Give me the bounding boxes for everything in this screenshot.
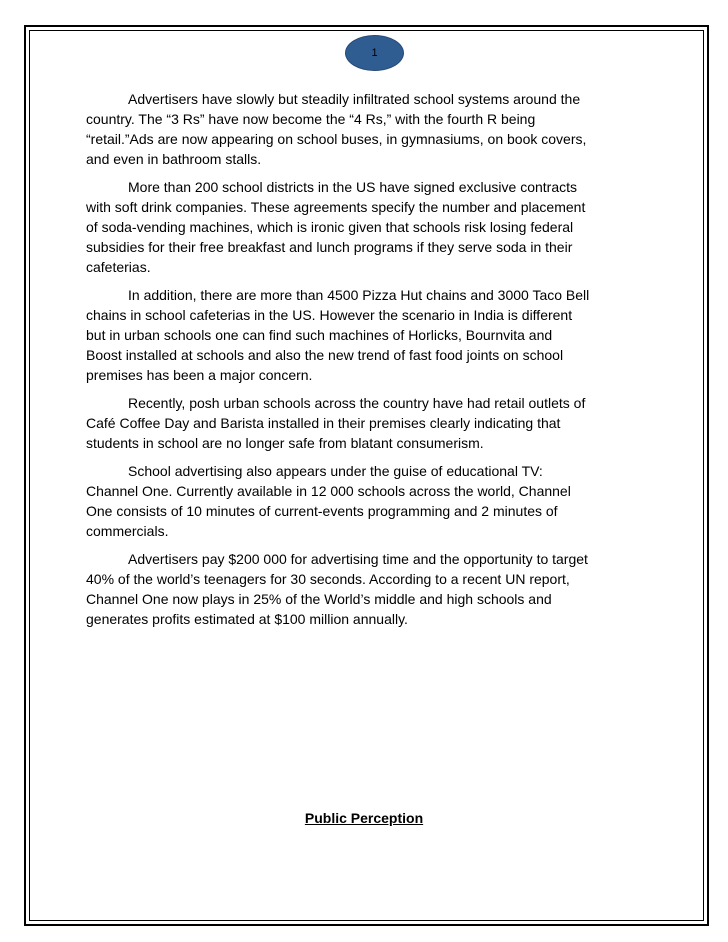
- body-text: [86, 89, 624, 637]
- paragraph-advertiser-costs: Advertisers pay $200 000 for advertising time and the opportunity to target 40% of the world’s teenagers for 30 seconds. According to a recent UN report, Channel One now plays in 25% of the World’s middle and high schools and generates profits estimated at $100 million annually.: [86, 551, 588, 627]
- page-number-badge: [345, 35, 404, 71]
- paragraph-retail-outlets: Recently, posh urban schools across the country have had retail outlets of Café Coffee Day and Barista installed in their premises clearly indicating that students in school are no longer safe from blatant consumerism.: [86, 395, 586, 451]
- paragraph-channel-one: School advertising also appears under the guise of educational TV: Channel One. Currently available in 12 000 schools across the world, Channel One consists of 10 minutes of current-events programming and 2 minutes of commercials.: [86, 463, 571, 539]
- paragraph-school-advertising: Advertisers have slowly but steadily infiltrated school systems around the country. The “3 Rs” have now become the “4 Rs,” with the fourth R being “retail.”Ads are now appearing on school buses, in gymnasiums, on book covers, and even in bathroom stalls.: [86, 91, 587, 167]
- paragraph-soft-drink-contracts: More than 200 school districts in the US have signed exclusive contracts with soft drink companies. These agreements specify the number and placement of soda-vending machines, which is ironic given that schools risk losing federal subsidies for their free breakfast and lunch programs if they serve soda in their cafeterias.: [86, 179, 586, 275]
- section-heading-public-perception: Public Perception: [304, 810, 424, 826]
- page-number: 1: [371, 46, 378, 59]
- paragraph-fast-food-chains: In addition, there are more than 4500 Pizza Hut chains and 3000 Taco Bell chains in school cafeterias in the US. However the scenario in India is different but in urban schools one can find such machines of Horlicks, Bournvita and Boost installed at schools and also the new trend of fast food joints on school premises has been a major concern.: [86, 287, 590, 383]
